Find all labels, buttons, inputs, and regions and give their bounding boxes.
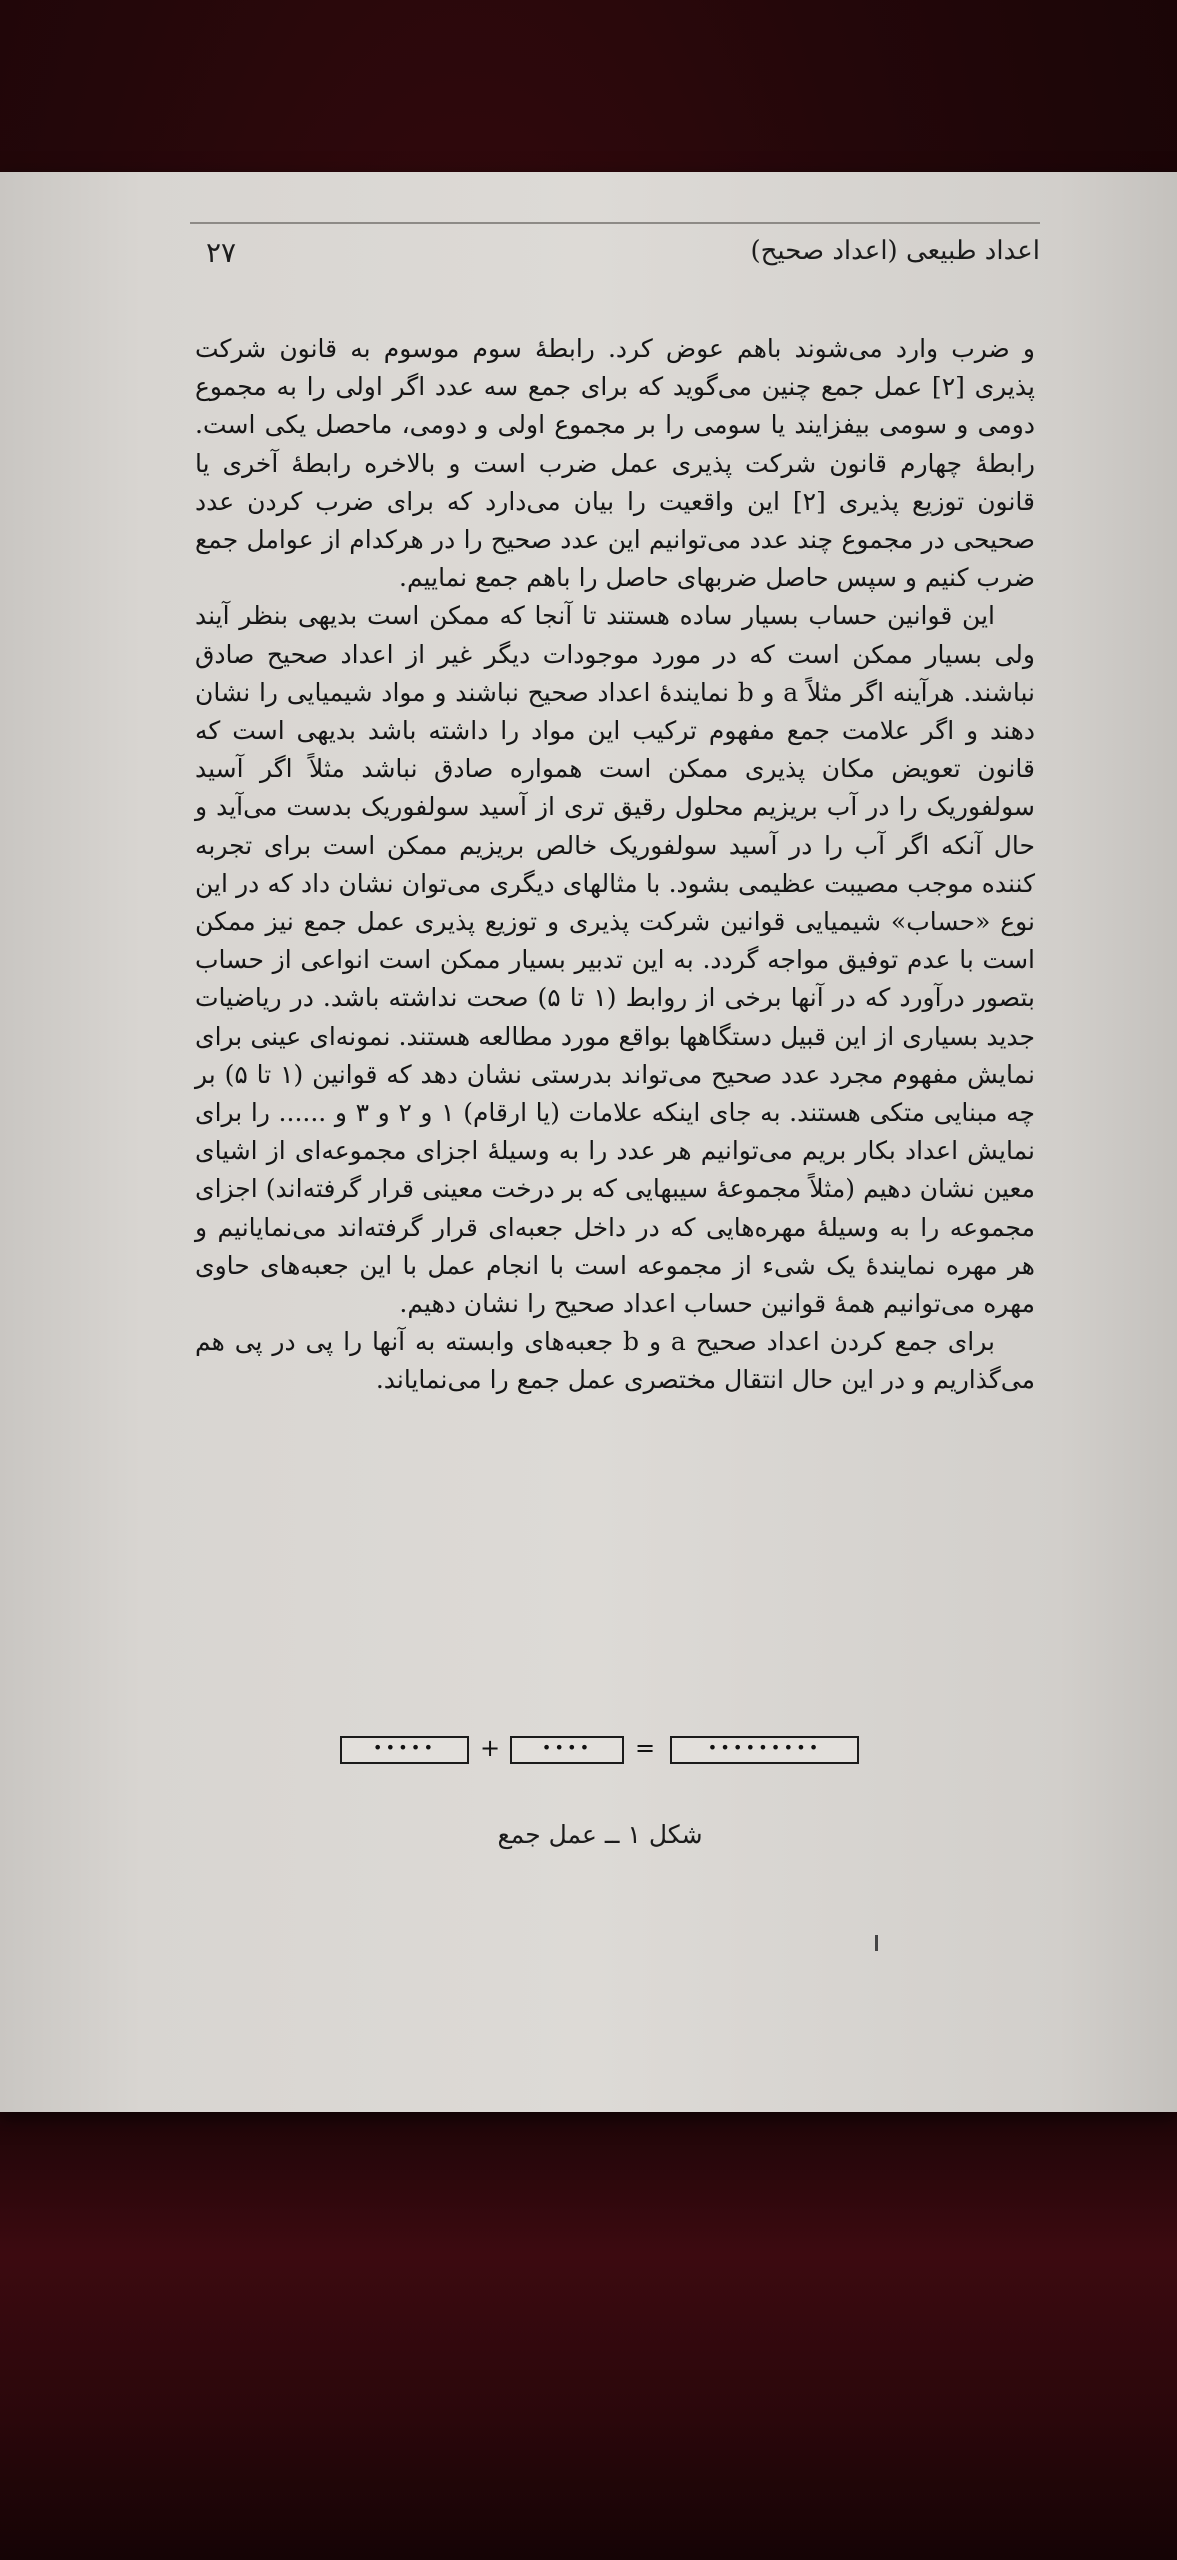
paragraph-3: برای جمع کردن اعداد صحیح a و b جعبه‌های وابسته به آنها را پی در پی هم می‌گذاریم و در این حال انتقال مختصری عمل جمع را می‌نمایاند. <box>195 1327 1035 1395</box>
box-b-beads: •••• <box>541 1738 593 1757</box>
running-title: اعداد طبیعی (اعداد صحیح) <box>750 236 1040 266</box>
box-a-beads: ••••• <box>372 1738 437 1757</box>
box-a <box>340 1736 469 1764</box>
figure-caption: شکل ۱ ــ عمل جمع <box>497 1820 703 1849</box>
paragraph-2: این قوانین حساب بسیار ساده هستند تا آنجا که ممکن است بدیهی بنظر آیند ولی بسیار ممکن است که در مورد موجودات دیگر غیر از اعداد صحیح صادق نباشند. هرآینه اگر مثلاً a و b نمایندهٔ اعداد صحیح نباشند و مواد شیمیایی را نشان دهند و اگر علامت جمع مفهوم ترکیب این مواد را داشته باشد بدیهی است که قانون تعویض مکان پذیری ممکن است همواره صادق نباشد مثلاً اگر آسید سولفوریک را در آب بریزیم محلول رقیق تری از آسید سولفوریک بدست می‌آید و حال آنکه اگر آب را در آسید سولفوریک خالص بریزیم ممکن است برای تجربه کننده موجب مصیبت عظیمی بشود. با مثالهای دیگری می‌توان نشان داد که در این نوع «حساب» شیمیایی قوانین شرکت پذیری و توزیع پذیری عمل جمع نیز ممکن است با عدم توفیق مواجه گردد. به این تدبیر بسیار ممکن است انواعی از حساب بتصور درآورد که در آنها برخی از روابط (۱ تا ۵) صحت نداشته باشد. در ریاضیات جدید بسیاری از این قبیل دستگاهها بواقع مورد مطالعه هستند. نمونه‌ای عینی برای نمایش مفهوم مجرد عدد صحیح می‌تواند بدرستی نشان دهد که قوانین (۱ تا ۵) بر چه مبنایی متکی هستند. به جای اینکه علامات (یا ارقام) ۱ و ۲ و ۳ و ...... را برای نمایش اعداد بکار بریم می‌توانیم هر عدد را به وسیلهٔ اجزای مجموعه‌ای از اشیای معین نشان دهیم (مثلاً مجموعهٔ سیبهایی که بر درخت معینی قرار گرفته‌اند) اجزای مجموعه را به وسیلهٔ مهره‌هایی که در داخل جعبه‌ای قرار گرفته‌اند می‌نمایانیم و هر مهره نمایندهٔ یک شیء از مجموعه است با انجام عمل با این جعبه‌های حاوی مهره می‌توانیم همهٔ قوانین حساب اعداد صحیح را نشان دهیم. <box>195 601 1036 1319</box>
box-sum-beads: ••••••••• <box>707 1738 822 1757</box>
addition-figure <box>340 1730 860 1770</box>
plus-sign: + <box>480 1734 501 1762</box>
box-sum <box>670 1736 859 1764</box>
box-b <box>510 1736 624 1764</box>
equals-sign: = <box>635 1734 656 1762</box>
background-fabric <box>0 2090 1177 2560</box>
page-header <box>190 206 1040 269</box>
body-text <box>195 330 1035 1400</box>
page-number: ۲۷ <box>206 236 237 269</box>
paragraph-1: و ضرب وارد می‌شوند باهم عوض کرد. رابطهٔ سوم موسوم به قانون شرکت پذیری [۲] عمل جمع چنین می‌گوید که برای جمع سه عدد اگر اولی را به مجموع دومی و سومی بیفزایند یا سومی را بر مجموع اولی و دومی، ماحصل یکی است. رابطهٔ چهارم قانون شرکت پذیری عمل ضرب است و بالاخره رابطهٔ آخری یا قانون توزیع پذیری [۲] این واقعیت را بیان می‌دارد که برای ضرب کردن عدد صحیحی در مجموع چند عدد می‌توانیم این عدد صحیح را در هرکدام از عوامل جمع ضرب کنیم و سپس حاصل ضربهای حاصل را باهم جمع نماییم. <box>195 334 1035 593</box>
ink-mark <box>875 1935 878 1951</box>
